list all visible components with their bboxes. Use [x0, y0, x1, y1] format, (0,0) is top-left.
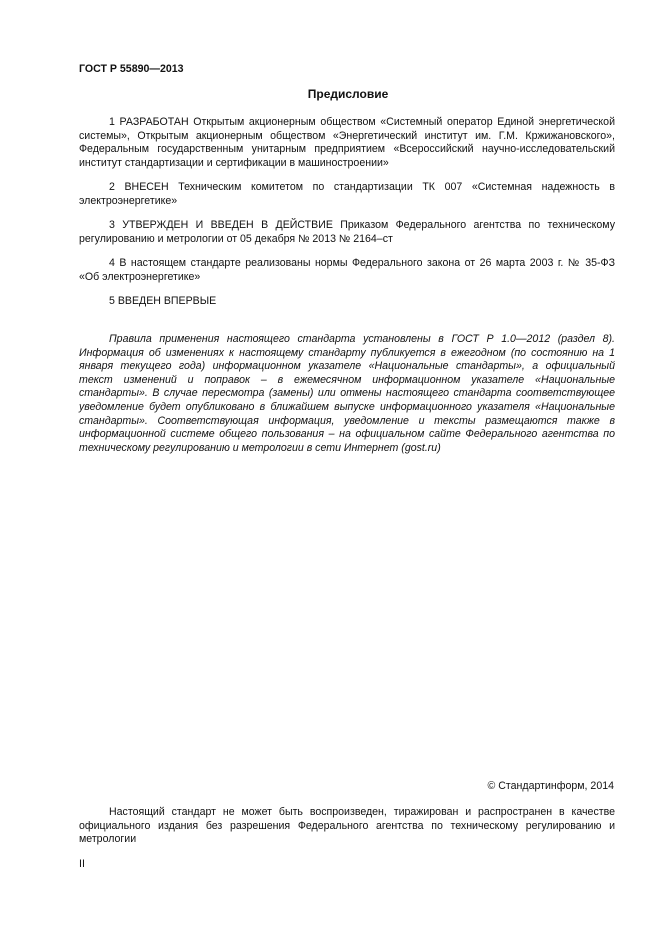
- preface-item-4: 4 В настоящем стандарте реализованы нормы Федерального закона от 26 марта 2003 г. № 35-ФЗ «Об электроэнергетике»: [79, 257, 615, 283]
- page-title: Предисловие: [307, 87, 389, 101]
- application-rules-note: Правила применения настоящего стандарта установлены в ГОСТ Р 1.0—2012 (раздел 8). Информация об изменениях к настоящему стандарту публикуется в ежегодном (по состоянию на 1 января текущего года) информационном указателе «Национальные стандарты», а официальный текст изменений и поправок – в ежемесячном информационном указателе «Национальные стандарты». В случае пересмотра (замены) или отмены настоящего стандарта соответствующее уведомление будет опубликовано в ближайшем выпуске информационного указателя «Национальные стандарты». Соответствующая информация, уведомление и тексты размещаются также в информационной системе общего пользования – на официальном сайте Федерального агентства по техническому регулированию и метрологии в сети Интернет (gost.ru): [79, 333, 615, 454]
- document-code: ГОСТ Р 55890—2013: [79, 63, 184, 75]
- copyright: © Стандартинформ, 2014: [487, 780, 614, 792]
- page-number: II: [79, 858, 85, 870]
- preface-item-2: 2 ВНЕСЕН Техническим комитетом по стандартизации ТК 007 «Системная надежность в электроэнергетике»: [79, 181, 615, 207]
- preface-item-5: 5 ВВЕДЕН ВПЕРВЫЕ: [109, 295, 217, 307]
- preface-item-1: 1 РАЗРАБОТАН Открытым акционерным обществом «Системный оператор Единой энергетической системы», Открытым акционерным обществом «Энергетический институт им. Г.М. Кржижановского», Федеральным государственным унитарным предприятием «Всероссийский научно-исследовательский институт стандартизации и сертификации в машиностроении»: [79, 116, 615, 169]
- preface-item-3: 3 УТВЕРЖДЕН И ВВЕДЕН В ДЕЙСТВИЕ Приказом Федерального агентства по техническому регулированию и метрологии от 05 декабря № 2013 № 2164–ст: [79, 219, 615, 245]
- reproduction-notice: Настоящий стандарт не может быть воспроизведен, тиражирован и распространен в качестве официального издания без разрешения Федерального агентства по техническому регулированию и метрологии: [79, 806, 615, 846]
